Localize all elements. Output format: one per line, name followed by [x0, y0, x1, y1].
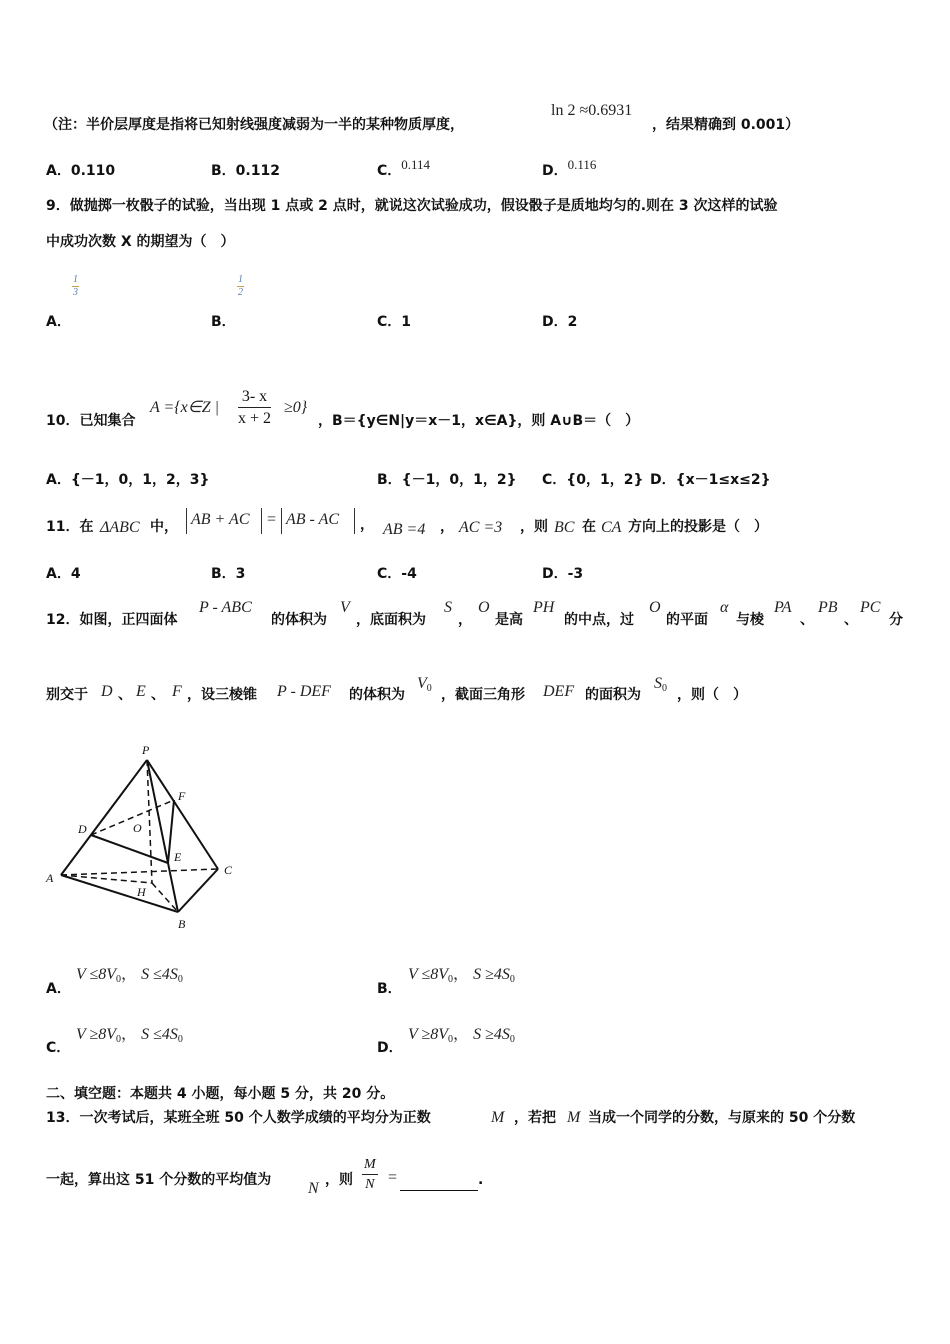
- label-h: H: [137, 885, 146, 899]
- q12-math-pb: PB: [818, 599, 838, 616]
- edge-pa: [61, 760, 147, 875]
- label-p: P: [142, 743, 150, 757]
- q12-l2-text-2: 、: [118, 687, 132, 703]
- note-text-end: ，结果精确到 0.001）: [652, 117, 800, 133]
- q11-option-c[interactable]: C．-4: [377, 566, 417, 582]
- q11-abs-bar-3: [281, 508, 282, 534]
- label-e: E: [174, 850, 182, 864]
- q12-text-9: 、: [800, 612, 814, 628]
- q10-set-a-right: ≥0}: [284, 399, 308, 416]
- q12-l2-text-8: ，则（ ）: [677, 687, 747, 703]
- q9-stem-line1: 9．做抛掷一枚骰子的试验，当出现 1 点或 2 点时，就说这次试验成功，假设骰子是质地均匀的.则在 3 次这样的试验: [46, 198, 778, 214]
- q10-option-d[interactable]: D．{x－1≤x≤2}: [650, 472, 771, 488]
- q11-ca: CA: [601, 519, 622, 536]
- answer-blank[interactable]: [400, 1174, 478, 1193]
- q10-prefix: 10．已知集合: [46, 413, 136, 429]
- q8-option-c[interactable]: C．0.114: [377, 157, 431, 179]
- q12-l2-math-d: D: [101, 683, 113, 700]
- q12-l2-text-5: 的体积为: [349, 687, 405, 703]
- q12-math-pc: PC: [860, 599, 881, 616]
- q12-option-d-expr: $V \ge 8V_0$， $S \ge 4S_0$: [408, 1026, 515, 1045]
- q12-text-1: 12．如图，正四面体: [46, 612, 178, 628]
- q12-option-d[interactable]: D．: [377, 1040, 403, 1056]
- q12-text-8: 与棱: [736, 612, 764, 628]
- label-b: B: [178, 917, 186, 931]
- label-c: C: [224, 863, 233, 877]
- q12-math-o2: O: [649, 599, 661, 616]
- q13-text-3: 当成一个同学的分数，与原来的 50 个分数: [588, 1110, 856, 1126]
- label-a: A: [46, 871, 54, 885]
- q12-text-5: 是高: [495, 612, 523, 628]
- q12-text-4: ，: [458, 612, 472, 628]
- q11-prefix: 11．在: [46, 519, 94, 535]
- q13-fraction: $\frac{M}{N}$: [364, 1157, 376, 1192]
- q13-end: .: [478, 1172, 484, 1188]
- q12-l2-text-7: 的面积为: [585, 687, 641, 703]
- q10-option-c[interactable]: C．{0，1，2}: [542, 472, 644, 488]
- q12-text-10: 、: [844, 612, 858, 628]
- q12-l2-text-4: ，设三棱锥: [187, 687, 257, 703]
- q12-l2-math-pdef: P - DEF: [277, 683, 331, 700]
- note-formula: ln 2 ≈0.6931: [551, 102, 633, 119]
- q12-text-3: ，底面积为: [356, 612, 426, 628]
- q9-option-a[interactable]: A．: [46, 314, 71, 330]
- q9-stem-line2: 中成功次数 X 的期望为（ ）: [46, 234, 235, 250]
- q12-l2-text-6: ，截面三角形: [441, 687, 525, 703]
- edge-ac-hidden: [61, 869, 218, 875]
- edge-de: [91, 835, 168, 863]
- q9-option-c[interactable]: C．1: [377, 314, 412, 330]
- q12-l2-math-f: F: [172, 683, 182, 700]
- q11-mid1: 中，: [150, 519, 178, 535]
- q12-text-2: 的体积为: [271, 612, 327, 628]
- q12-option-b-expr: $V \le 8V_0$， $S \ge 4S_0$: [408, 966, 515, 985]
- q12-l2-text-3: 、: [151, 687, 165, 703]
- q11-mid3: 在: [582, 519, 596, 535]
- q12-math-ph: PH: [533, 599, 555, 616]
- q12-l2-math-s0: $S_0$: [654, 675, 667, 694]
- q13-math-n: N: [308, 1180, 319, 1197]
- q8-option-d[interactable]: D．0.116: [542, 157, 597, 179]
- tetrahedron-figure: [40, 738, 250, 938]
- q11-abs-bar-2: [261, 508, 262, 534]
- q11-suffix: 方向上的投影是（ ）: [628, 519, 768, 535]
- q11-ac: AC =3: [459, 519, 503, 536]
- q11-mid2: ，则: [520, 519, 548, 535]
- q10-option-b[interactable]: B．{－1，0，1，2}: [377, 472, 517, 488]
- section-heading-fill-in: 二、填空题：本题共 4 小题，每小题 5 分，共 20 分。: [46, 1086, 395, 1102]
- q11-abs-bar-1: [186, 508, 187, 534]
- q11-comma1: ，: [360, 517, 374, 533]
- q12-math-o: O: [478, 599, 490, 616]
- q12-l2-math-e: E: [136, 683, 146, 700]
- q12-math-pa: PA: [774, 599, 792, 616]
- q10-suffix: ，B＝{y∈N|y＝x－1，x∈A}，则 A∪B＝（ ）: [318, 413, 640, 429]
- q11-comma2: ，: [440, 519, 454, 535]
- q12-math-s: S: [444, 599, 452, 616]
- q9-option-a-fraction: 1 3: [73, 274, 78, 298]
- label-d: D: [78, 822, 87, 836]
- q13-text-2: ，若把: [514, 1110, 556, 1126]
- q11-abs-right: AB - AC: [286, 511, 340, 528]
- q12-math-v: V: [340, 599, 350, 616]
- q13-equals: =: [388, 1169, 398, 1186]
- q13-l2-text-2: ，则: [325, 1172, 353, 1188]
- q12-text-7: 的平面: [666, 612, 708, 628]
- q12-option-c[interactable]: C．: [46, 1040, 71, 1056]
- q12-option-a[interactable]: A．: [46, 981, 71, 997]
- q12-l2-math-def: DEF: [543, 683, 575, 700]
- q12-math-tetrahedron: P - ABC: [199, 599, 252, 616]
- q13-math-m2: M: [567, 1109, 581, 1126]
- q11-option-b[interactable]: B．3: [211, 566, 246, 582]
- q11-option-d[interactable]: D．-3: [542, 566, 584, 582]
- q12-math-alpha: α: [720, 599, 729, 616]
- q11-triangle: ΔABC: [100, 519, 140, 536]
- label-f: F: [178, 789, 186, 803]
- q13-math-m1: M: [491, 1109, 505, 1126]
- label-o: O: [133, 821, 142, 835]
- q12-option-b[interactable]: B．: [377, 981, 402, 997]
- q12-text-6: 的中点，过: [564, 612, 634, 628]
- q8-option-b[interactable]: B．0.112: [211, 163, 280, 179]
- q9-option-d[interactable]: D．2: [542, 314, 578, 330]
- q9-option-b-fraction: 1 2: [238, 274, 243, 298]
- q13-l2-text-1: 一起，算出这 51 个分数的平均值为: [46, 1172, 272, 1188]
- q11-option-a[interactable]: A．4: [46, 566, 81, 582]
- q11-bc: BC: [554, 519, 575, 536]
- q11-abs-bar-4: [354, 508, 355, 534]
- q10-set-a-fraction: $\frac{3- x}{x + 2}$: [238, 388, 272, 427]
- q10-option-a[interactable]: A．{－1，0，1，2，3}: [46, 472, 210, 488]
- note-text-start: （注：半价层厚度是指将已知射线强度减弱为一半的某种物质厚度，: [44, 117, 464, 133]
- q11-abs-left: AB + AC: [191, 511, 250, 528]
- q11-equals: =: [267, 511, 277, 528]
- q12-text-11: 分: [889, 612, 903, 628]
- q10-set-a-left: A ={x∈Z |: [150, 399, 220, 416]
- q12-l2-text-1: 别交于: [46, 687, 88, 703]
- q12-option-c-expr: $V \ge 8V_0$， $S \le 4S_0$: [76, 1026, 183, 1045]
- q11-ab: AB =4: [383, 521, 426, 538]
- q9-option-b[interactable]: B．: [211, 314, 236, 330]
- q13-text-1: 13．一次考试后，某班全班 50 个人数学成绩的平均分为正数: [46, 1110, 431, 1126]
- q8-option-a[interactable]: A．0.110: [46, 163, 116, 179]
- q12-l2-math-v0: $V_0$: [417, 675, 432, 694]
- q12-option-a-expr: $V \le 8V_0$， $S \le 4S_0$: [76, 966, 183, 985]
- edge-bc: [178, 869, 218, 912]
